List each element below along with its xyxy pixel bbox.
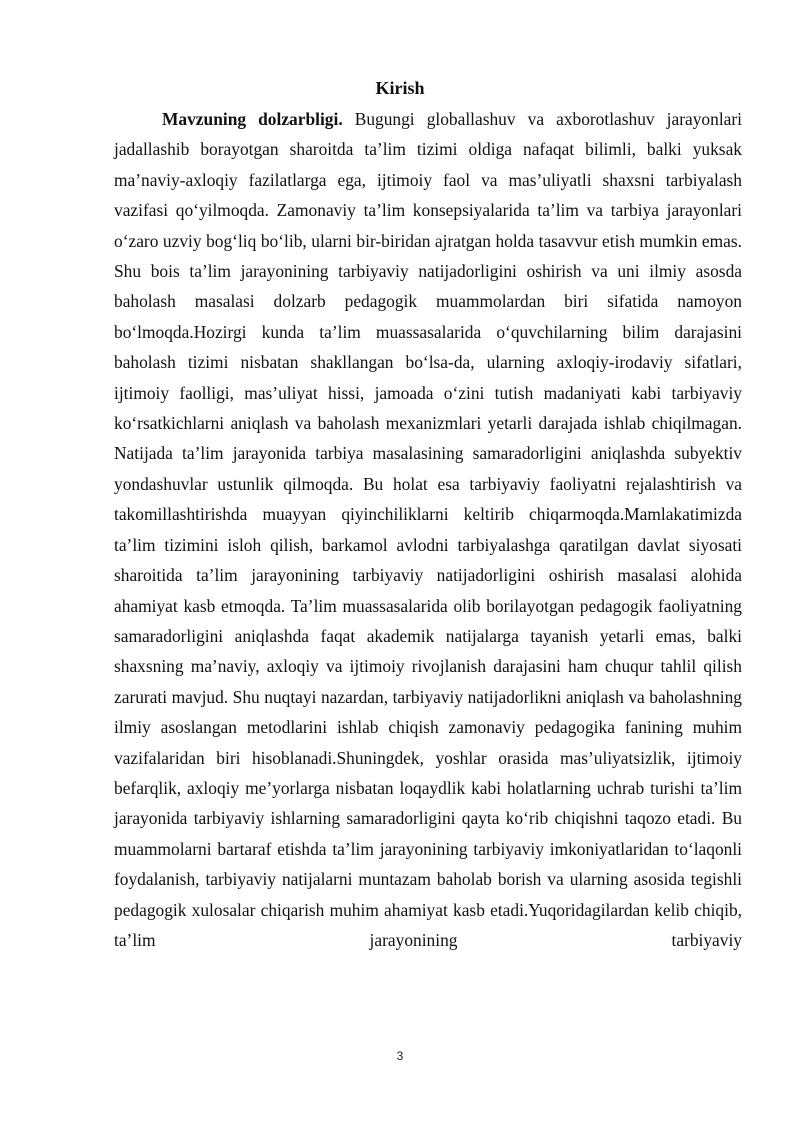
- body-paragraph: [114, 104, 742, 955]
- section-title: Kirish: [375, 78, 425, 98]
- paragraph-body: Bugungi globallashuv va axborotlashuv jarayonlari jadallashib borayotgan sharoitda ta’lim tizimi oldiga nafaqat bilimli, balki yuksak ma’naviy-axloqiy fazilatlarga ega, ijtimoiy faol va mas’uliyatli shaxsni tarbiyalash vazifasi qo‘yilmoqda. Zamonaviy ta’lim konsepsiyalarida ta’lim va tarbiya jarayonlari o‘zaro uzviy bog‘liq bo‘lib, ularni bir-biridan ajratgan holda tasavvur etish mumkin emas. Shu bois ta’lim jarayonining tarbiyaviy natijadorligini oshirish va uni ilmiy asosda baholash masalasi dolzarb pedagogik muammolardan biri sifatida namoyon bo‘lmoqda.Hozirgi kunda ta’lim muassasalarida o‘quvchilarning bilim darajasini baholash tizimi nisbatan shakllangan bo‘lsa-da, ularning axloqiy-irodaviy sifatlari, ijtimoiy faolligi, mas’uliyat hissi, jamoada o‘zini tutish madaniyati kabi tarbiyaviy ko‘rsatkichlarni aniqlash va baholash mexanizmlari yetarli darajada ishlab chiqilmagan. Natijada ta’lim jarayonida tarbiya masalasining samaradorligini aniqlashda subyektiv yondashuvlar ustunlik qilmoqda. Bu holat esa tarbiyaviy faoliyatni rejalashtirish va takomillashtirishda muayyan qiyinchiliklarni keltirib chiqarmoqda.Mamlakatimizda ta’lim tizimini isloh qilish, barkamol avlodni tarbiyalashga qaratilgan davlat siyosati sharoitida ta’lim jarayonining tarbiyaviy natijadorligini oshirish masalasi alohida ahamiyat kasb etmoqda. Ta’lim muassasalarida olib borilayotgan pedagogik faoliyatning samaradorligini aniqlashda faqat akademik natijalarga tayanish yetarli emas, balki shaxsning ma’naviy, axloqiy va ijtimoiy rivojlanish darajasini ham chuqur tahlil qilish zarurati mavjud. Shu nuqtayi nazardan, tarbiyaviy natijadorlikni aniqlash va baholashning ilmiy asoslangan metodlarini ishlab chiqish zamonaviy pedagogika fanining muhim vazifalaridan biri hisoblanadi.Shuningdek, yoshlar orasida mas’uliyatsizlik, ijtimoiy befarqlik, axloqiy me’yorlarga nisbatan loqaydlik kabi holatlarning uchrab turishi ta’lim jarayonida tarbiyaviy ishlarning samaradorligini qayta ko‘rib chiqishni taqozo etadi. Bu muammolarni bartaraf etishda ta’lim jarayonining tarbiyaviy imkoniyatlaridan to‘laqonli foydalanish, tarbiyaviy natijalarni muntazam baholab borish va ularning asosida tegishli pedagogik xulosalar chiqarish muhim ahamiyat kasb etadi.Yuqoridagilardan kelib chiqib, ta’lim jarayonining tarbiyaviy: [114, 109, 742, 950]
- page-number: 3: [396, 1049, 404, 1063]
- paragraph-lead: Mavzuning dolzarbligi.: [162, 109, 343, 129]
